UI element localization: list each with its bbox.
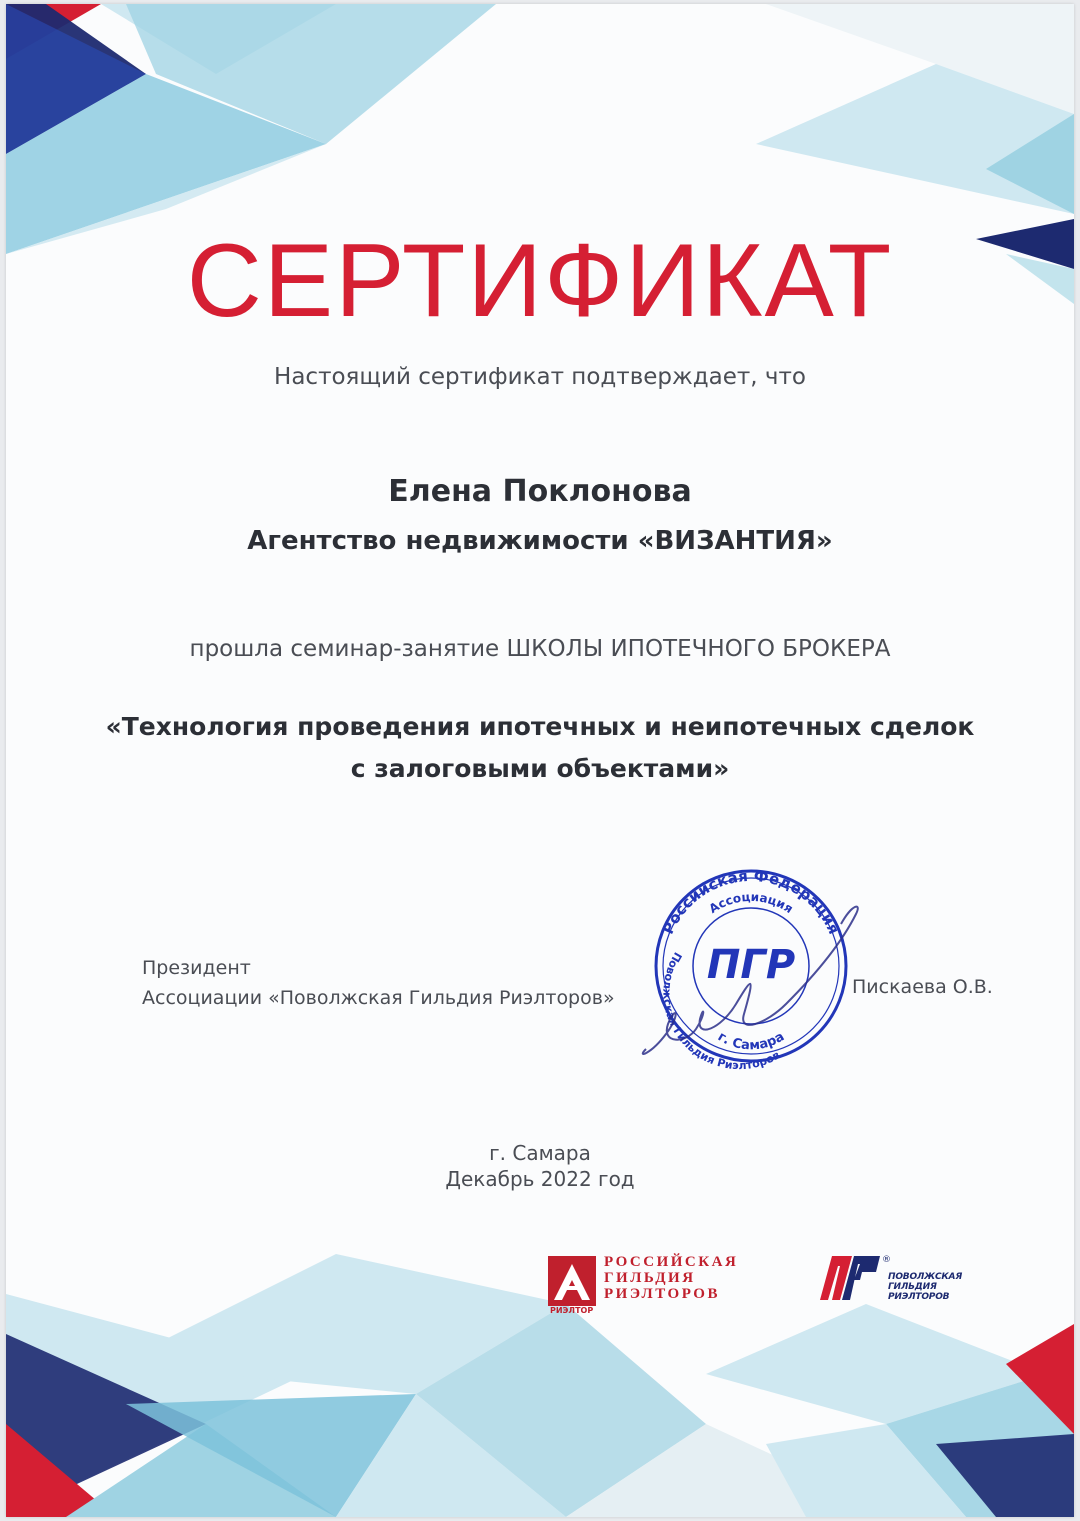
signer-name: Пискаева О.В. [852, 976, 993, 998]
president-title: Президент [142, 957, 251, 979]
pgr-logo-line3: РИЭЛТОРОВ [888, 1292, 950, 1302]
certificate-title: СЕРТИФИКАТ [186, 223, 894, 339]
svg-text:®: ® [882, 1255, 891, 1265]
president-association: Ассоциации «Поволжская Гильдия Риэлторов» [142, 987, 615, 1009]
pgr-logo-line1: ПОВОЛЖСКАЯ [888, 1272, 963, 1282]
certificate-sheet [6, 4, 1074, 1517]
rgr-logo-line2: ГИЛЬДИЯ [604, 1270, 696, 1286]
rgr-logo-line1: РОССИЙСКАЯ [604, 1254, 739, 1270]
svg-text:Ассоциация [707, 890, 796, 916]
agency-name: Агентство недвижимости «ВИЗАНТИЯ» [247, 526, 833, 556]
recipient-name: Елена Поклонова [388, 474, 692, 509]
stamp-center-text: ПГР [706, 942, 796, 988]
stamp-inner-text: Ассоциация [706, 889, 796, 917]
rgr-logo-sub: РИЭЛТОР [550, 1306, 594, 1315]
stamp-bottom-text: г. Самара [714, 1029, 788, 1054]
intro-text: Настоящий сертификат подтверждает, что [274, 364, 806, 390]
course-line: прошла семинар-занятие ШКОЛЫ ИПОТЕЧНОГО БРОКЕРА [189, 636, 891, 662]
rgr-logo-line3: РИЭЛТОРОВ [604, 1286, 720, 1302]
topic-line-1: «Технология проведения ипотечных и неипотечных сделок [105, 712, 975, 741]
date: Декабрь 2022 год [445, 1167, 635, 1191]
rgr-logo [548, 1252, 788, 1322]
stamp-seal [626, 854, 876, 1074]
stamp-ring-text: Поволжская Гильдия Риэлторов [660, 949, 783, 1073]
pgr-logo [812, 1252, 982, 1308]
city: г. Самара [489, 1141, 591, 1165]
stamp-outer-text: Российская Федерация [658, 866, 844, 937]
topic-line-2: с залоговыми объектами» [350, 754, 730, 783]
pgr-logo-line2: ГИЛЬДИЯ [888, 1282, 937, 1292]
pgr-logo-icon [812, 1252, 892, 1304]
